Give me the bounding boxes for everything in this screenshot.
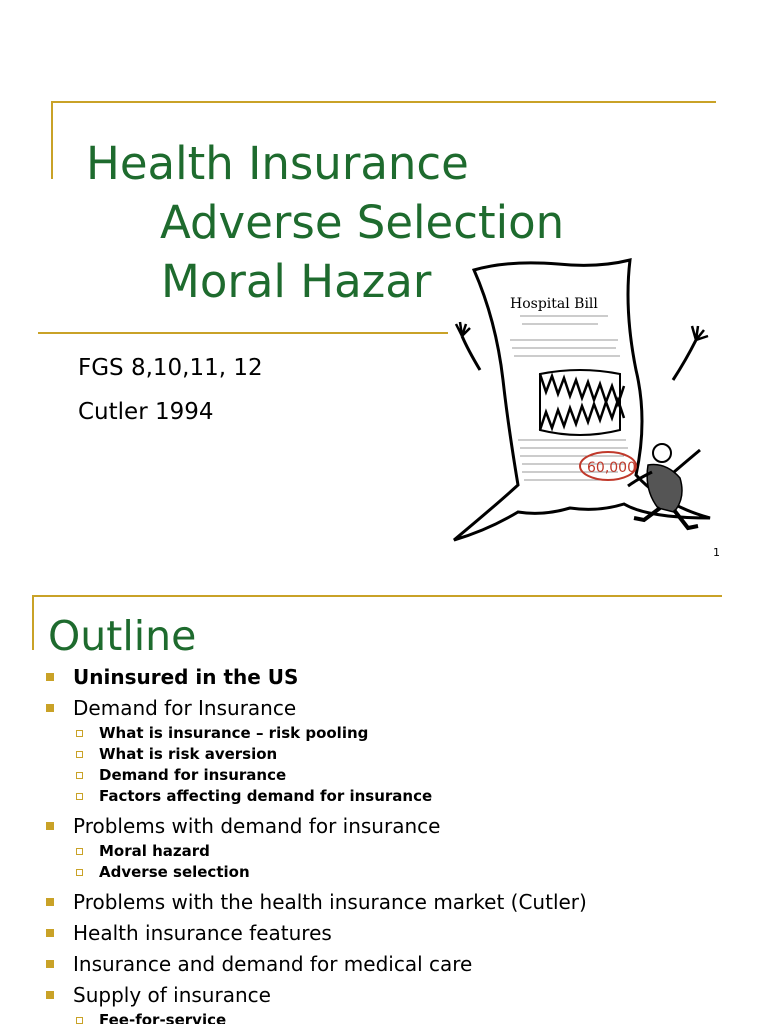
outline-bullet bbox=[0, 952, 768, 976]
outline-sub-bullet: Fee-for-service bbox=[73, 1010, 768, 1024]
outline-sub-bullet: Adverse selection bbox=[73, 862, 768, 883]
outline-title: Outline bbox=[48, 612, 197, 660]
frame-divider-line bbox=[38, 332, 448, 334]
outline-sub-list bbox=[73, 723, 768, 807]
subtitle-reference-2: Cutler 1994 bbox=[78, 399, 214, 425]
title-line-2: Adverse Selection bbox=[160, 196, 565, 249]
bill-amount-text: 60,000 bbox=[587, 460, 636, 476]
outline-sub-list bbox=[73, 841, 768, 883]
outline-bullet bbox=[0, 814, 768, 883]
outline-bullet bbox=[0, 983, 768, 1024]
outline-sub-bullet: What is risk aversion bbox=[73, 744, 768, 765]
frame-top-line bbox=[32, 595, 722, 597]
outline-bullet-text: Uninsured in the US bbox=[73, 665, 299, 689]
outline-bullet bbox=[0, 696, 768, 807]
outline-bullet-text: Demand for Insurance bbox=[73, 696, 297, 720]
slide-number: 1 bbox=[713, 546, 720, 559]
frame-left-line bbox=[51, 101, 53, 179]
outline-sub-bullet: Moral hazard bbox=[73, 841, 768, 862]
outline-bullet-text: Supply of insurance bbox=[73, 983, 271, 1007]
outline-bullet bbox=[0, 665, 768, 689]
frame-left-line bbox=[32, 595, 34, 650]
outline-bullet-list bbox=[0, 665, 768, 1024]
subtitle-reference-1: FGS 8,10,11, 12 bbox=[78, 355, 263, 381]
outline-sub-bullet: Demand for insurance bbox=[73, 765, 768, 786]
outline-bullet bbox=[0, 921, 768, 945]
hospital-bill-monster-icon bbox=[448, 250, 746, 550]
outline-bullet-text: Insurance and demand for medical care bbox=[73, 952, 473, 976]
outline-sub-list bbox=[73, 1010, 768, 1024]
outline-bullet-text: Problems with the health insurance market (Cutler) bbox=[73, 890, 587, 914]
outline-bullet bbox=[0, 890, 768, 914]
outline-slide bbox=[0, 575, 768, 1024]
outline-bullet-text: Problems with demand for insurance bbox=[73, 814, 441, 838]
outline-sub-bullet: Factors affecting demand for insurance bbox=[73, 786, 768, 807]
bill-header-text: Hospital Bill bbox=[510, 296, 598, 312]
outline-bullet-text: Health insurance features bbox=[73, 921, 332, 945]
outline-sub-bullet: What is insurance – risk pooling bbox=[73, 723, 768, 744]
frame-top-line bbox=[51, 101, 716, 103]
title-line-3: Moral Hazar bbox=[161, 255, 432, 308]
title-line-1: Health Insurance bbox=[86, 137, 469, 190]
